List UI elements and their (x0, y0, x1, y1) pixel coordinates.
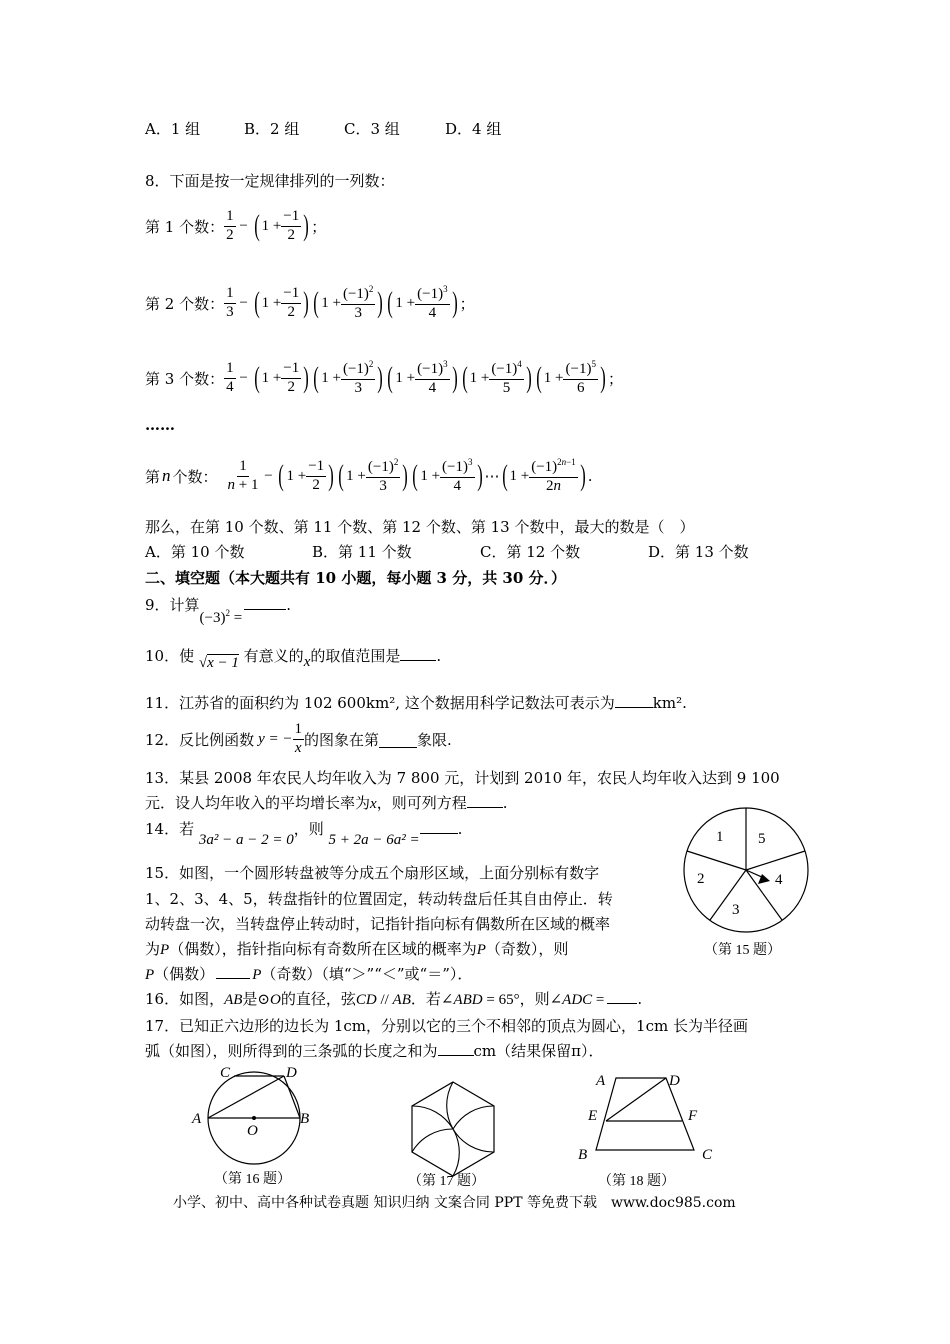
figure-18 (574, 1066, 724, 1190)
q7-option-d: D．4 组 (445, 120, 502, 138)
spinner-figure (676, 804, 816, 976)
sector-4: 4 (775, 872, 783, 888)
fig15-caption: （第 15 题） (704, 943, 781, 958)
q15-p3: P (145, 967, 155, 983)
fig18-label-a: A (596, 1073, 606, 1089)
q12-den: x (294, 739, 302, 756)
q13-var: x (370, 796, 377, 812)
q9-exp: 2 (225, 608, 230, 618)
q16-mid3: ．若∠ (410, 990, 454, 1008)
q16-mid2: 的直径，弦 (280, 990, 356, 1008)
q16-eq: = 65° (482, 992, 520, 1008)
q16-ab: AB (224, 992, 243, 1008)
term1-label: 第 1 个数： (145, 217, 225, 236)
q16-adc: ADC (562, 992, 593, 1008)
q9-expr: (−3) (199, 610, 226, 626)
q15-line4b: ，指针指向标有奇数所在区域的概率为 (221, 940, 477, 958)
q9-eq: = (230, 610, 243, 626)
fig17-caption: （第 17 题） (408, 1174, 485, 1189)
q17-line1: 17．已知正六边形的边长为 1cm，分别以它的三个不相邻的顶点为圆心，1cm 长为半径画 (145, 1017, 748, 1035)
q15-line2: 1、2、3、4、5，转盘指针的位置固定，转动转盘后任其自由停止．转 (145, 890, 613, 908)
q14: 14．若 3a² − a − 2 = 0，则 5 + 2a − 6a² =. (145, 820, 463, 848)
q10-radicand: x − 1 (207, 655, 239, 671)
q15-line4a: 为 (145, 940, 161, 958)
q15-line4c: ，则 (538, 940, 569, 958)
sector-1: 1 (716, 829, 724, 845)
q12-suffix: 的图象在第 (304, 730, 380, 749)
fig18-label-b: B (578, 1147, 588, 1163)
q8-option-c: C．第 12 个数 (480, 543, 581, 561)
q17-line2 (145, 1040, 604, 1061)
q7-option-b: B．2 组 (244, 120, 300, 138)
q14-expr: 5 + 2a − 6a² = (328, 832, 420, 848)
q15-even: （偶数） (169, 940, 222, 958)
q8-termn: 第 n 个数： 1 n + 1 − ( 1 + $\frac{-1}{2}$ ) ( 1 + $\frac{(-1)^2}{3}$ ) ( 1 + $\frac{(-1)^3}{4}$ ) ⋯ ( 1 + $\frac{(-1)^{2n-1}}{2n}$ ) . (145, 457, 593, 494)
q8-term2: 第 2 个数： 1 3 − ( 1 + $\frac{-1}{2}$ ) ( 1 + $\frac{(-1)^2}{3}$ ) ( 1 + $\frac{(-1)^3}{4}$ ) ； (145, 284, 475, 321)
q14-mid: ，则 (293, 820, 324, 838)
q13-line2: 元．设人均年收入的平均增长率为x，则可列方程 . (145, 794, 508, 812)
q17-line2b: cm（结果保留π）． (473, 1042, 604, 1060)
q15-line1: 15．如图，一个圆形转盘被等分成五个扇形区域，上面分别标有数字 (145, 864, 600, 882)
fig18-caption: （第 18 题） (598, 1174, 675, 1189)
q8-option-a: A．第 10 个数 (145, 543, 245, 561)
q10-var: x (303, 654, 311, 670)
termn-var: n (162, 466, 171, 485)
fig18-label-f: F (688, 1108, 698, 1124)
q15-line5 (145, 963, 472, 984)
q11-unit: km². (652, 694, 687, 712)
q12-num: 1 (293, 721, 305, 739)
q16-o: O (270, 992, 281, 1008)
fig16-label-o: O (247, 1123, 258, 1139)
q12-end: 象限. (417, 730, 452, 749)
q7-option-c: C．3 组 (344, 120, 400, 138)
q14-prefix: 14．若 (145, 820, 195, 838)
figure-16 (188, 1062, 318, 1190)
q16-abd: ABD (453, 992, 483, 1008)
sector-3: 3 (732, 902, 740, 918)
q16-ab2: AB (392, 992, 411, 1008)
q8-intro: 8．下面是按一定规律排列的一列数： (145, 172, 395, 190)
q16-prefix: 16．如图， (145, 990, 225, 1008)
q16-mid: 是⊙ (242, 990, 270, 1008)
q15-line4 (145, 938, 568, 959)
sector-5: 5 (758, 831, 766, 847)
q15-odd: （奇数） (485, 940, 539, 958)
q8-option-b: B．第 11 个数 (312, 543, 412, 561)
q9-prefix: 9．计算 (145, 596, 200, 614)
q12-prefix: 12．反比例函数 (145, 730, 255, 749)
q16: 16．如图，AB是⊙O的直径，弦CD // AB．若∠ABD = 65°，则∠ADC = . (145, 990, 643, 1008)
q10: 10．使 √x − 1 有意义的x的取值范围是 . (145, 647, 442, 671)
q10-mid: 有意义的 (243, 647, 304, 665)
fig16-label-c: C (220, 1065, 231, 1081)
term2-label: 第 2 个数： (145, 294, 225, 313)
q14-cond: 3a² − a − 2 = 0 (198, 832, 294, 848)
q8-question: 那么，在第 10 个数、第 11 个数、第 12 个数、第 13 个数中，最大的数是（ ） (145, 518, 695, 536)
q15-line3: 动转盘一次，当转盘停止转动时，记指针指向标有偶数所在区域的概率 (145, 915, 611, 933)
fig16-caption: （第 16 题） (214, 1172, 291, 1187)
q8-ellipsis: …… (145, 416, 175, 434)
q9: 9．计算$(-3)^2$ =. (145, 596, 291, 626)
q10-prefix: 10．使 (145, 647, 195, 665)
q16-cd: CD (355, 992, 377, 1008)
termn-prefix: 第 (145, 467, 161, 486)
q16-eq2: = (592, 992, 605, 1008)
q16-par: // (376, 992, 393, 1008)
q15-p4: P (252, 967, 262, 983)
q13-line2b: ，则可列方程 (376, 794, 467, 812)
figure-17 (398, 1074, 508, 1190)
fig16-label-a: A (192, 1111, 202, 1127)
q13-line2a: 元．设人均年收入的平均增长率为 (145, 794, 371, 812)
q16-mid4: ，则∠ (519, 990, 563, 1008)
q8-option-d: D．第 13 个数 (648, 543, 749, 561)
q8-term1: 第 1 个数： 1 2 − ( 1 + $\frac{-1}{2}$ ) ； (145, 208, 327, 243)
term3-label: 第 3 个数： (145, 369, 225, 388)
q11-text: 11．江苏省的面积约为 102 600km², 这个数据用科学记数法可表示为 (145, 694, 615, 712)
fig18-label-e: E (588, 1108, 598, 1124)
section2-title: 二、填空题（本大题共有 10 小题，每小题 3 分，共 30 分．） (145, 569, 567, 587)
fig18-label-c: C (702, 1147, 713, 1163)
footer: 小学、初中、高中各种试卷真题 知识归纳 文案合同 PPT 等免费下载 www.doc985.com (173, 1195, 736, 1211)
q13-line1: 13．某县 2008 年农民人均年收入为 7 800 元，计划到 2010 年，农民人均年收入达到 9 100 (145, 769, 780, 787)
fig16-label-d: D (286, 1065, 297, 1081)
q17-line2a: 弧（如图），则所得到的三条弧的长度之和为 (145, 1042, 438, 1060)
q10-suffix: 的取值范围是 (310, 647, 401, 665)
q11 (145, 692, 687, 713)
q15-line5b: （填“＞”“＜”或“＝”）． (321, 965, 473, 983)
q15-p1: P (160, 942, 170, 958)
q12 (145, 717, 452, 761)
sector-2: 2 (697, 871, 705, 887)
fig18-label-d: D (669, 1073, 680, 1089)
q15-even2: （偶数） (154, 965, 215, 983)
fig16-label-b: B (300, 1111, 310, 1127)
q15-p2: P (476, 942, 486, 958)
q12-lhs: y = − (258, 730, 293, 747)
q15-odd2: （奇数） (261, 965, 322, 983)
q7-option-a: A．1 组 (145, 120, 201, 138)
q8-term3: 第 3 个数： 1 4 − ( 1 + $\frac{-1}{2}$ ) ( 1 + $\frac{(-1)^2}{3}$ ) ( 1 + $\frac{(-1)^3}{4}$ ) ( 1 + $\frac{(-1)^4}{5}$ ) ( 1 + $\frac{(-1)^5}{6}$ ) ； (145, 359, 623, 396)
termn-suffix: 个数： (172, 467, 218, 486)
